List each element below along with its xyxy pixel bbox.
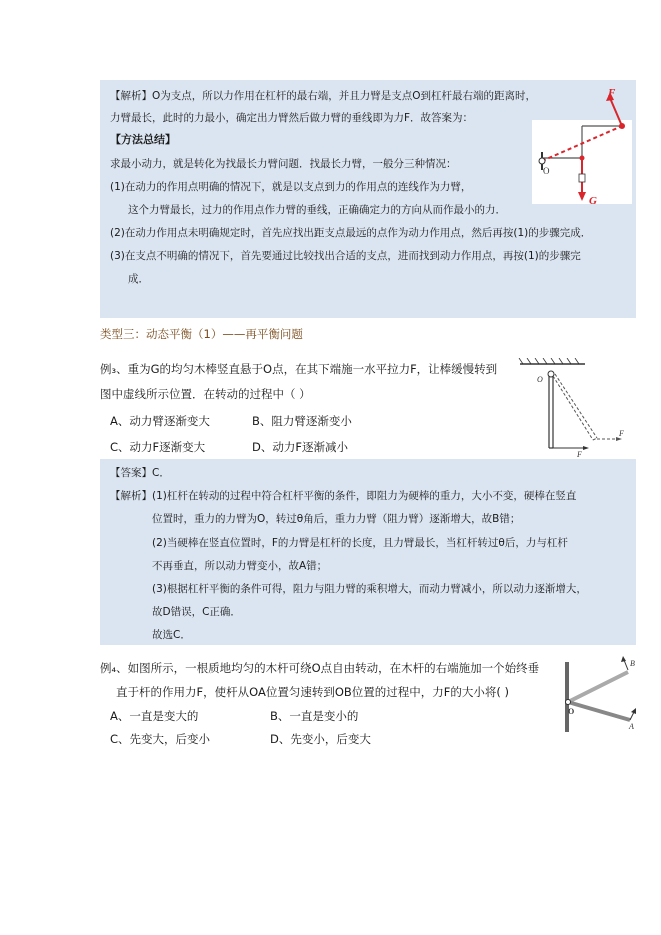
- answer-line: 【答案】C．: [110, 467, 170, 479]
- analysis-line-2: 力臂最长，此时的力最小，确定出力臂然后做力臂的垂线即为力F．故答案为：: [110, 112, 474, 124]
- example4-option-d: D、先变小，后变大: [270, 732, 371, 746]
- panel2-analysis-line-1: 【解析】(1)杠杆在转动的过程中符合杠杆平衡的条件，即阻力为硬棒的重力，大小不变，硬棒在竖直: [110, 490, 577, 502]
- method-line-4: (2)在动力作用点未明确规定时，首先应找出距支点最远的点作为动力作用点，然后再按(1)的步骤完成．: [110, 227, 592, 239]
- example3-option-b: B、阻力臂逐渐变小: [252, 414, 352, 428]
- example4-option-a: A、一直是变大的: [110, 709, 199, 723]
- figure-label-O: O: [543, 166, 550, 176]
- method-line-1: 求最小动力，就是转化为找最长力臂问题．找最长力臂，一般分三种情况：: [110, 158, 457, 170]
- analysis-line-1: 【解析】O为支点，所以力作用在杠杆的最右端，并且力臂是支点O到杠杆最右端的距离时，: [110, 90, 537, 102]
- rod-label-F-2: F: [619, 429, 624, 438]
- pivot-label-B: B: [630, 659, 635, 668]
- example3-option-a: A、动力臂逐渐变大: [110, 414, 210, 428]
- method-line-6: 成．: [128, 273, 149, 285]
- example3-option-c: C、动力F逐渐变大: [110, 440, 206, 454]
- example4-stem-line-2: 直于杆的作用力F，使杆从OA位置匀速转到OB位置的过程中，力F的大小将( ): [116, 685, 510, 699]
- section-heading: 类型三：动态平衡（1）——再平衡问题: [100, 327, 303, 341]
- panel2-analysis-line-4: 不再垂直，所以动力臂变小，故A错；: [152, 560, 328, 572]
- method-line-5: (3)在支点不明确的情况下，首先要通过比较找出合适的支点，进而找到动力作用点，再按(1)的步骤完: [110, 250, 581, 262]
- rod-label-O: O: [537, 375, 543, 384]
- figure-label-G: G: [589, 195, 597, 204]
- example3-option-d: D、动力F逐渐减小: [252, 440, 348, 454]
- rod-rotation-figure: [515, 358, 630, 458]
- pivot-rod-figure: [560, 652, 640, 734]
- pivot-label-A: A: [629, 722, 634, 731]
- figure-label-F: F: [608, 87, 616, 99]
- panel2-analysis-line-5: (3)根据杠杆平衡的条件可得，阻力与阻力臂的乘积增大，而动力臂减小，所以动力逐渐增大，: [152, 583, 587, 595]
- panel2-analysis-line-3: (2)当硬棒在竖直位置时，F的力臂是杠杆的长度，且力臂最长，当杠杆转过θ后，力与杠杆: [152, 537, 568, 549]
- example3-stem-line-1: 例₃、重为G的均匀木棒竖直悬于O点，在其下端施一水平拉力F，让棒缓慢转到: [100, 362, 498, 376]
- panel2-analysis-line-7: 故选C．: [152, 629, 191, 641]
- method-line-2: (1)在动力的作用点明确的情况下，就是以支点到力的作用点的连线作为力臂，: [110, 181, 472, 193]
- example4-stem-line-1: 例₄、如图所示，一根质地均匀的木杆可绕O点自由转动，在木杆的右端施加一个始终垂: [100, 661, 540, 675]
- method-line-3: 这个力臂最长，过力的作用点作力臂的垂线，正确确定力的方向从而作最小的力．: [128, 204, 506, 216]
- example3-stem-line-2: 图中虚线所示位置．在转动的过程中（ ）: [100, 387, 311, 401]
- method-summary-title: 【方法总结】: [110, 133, 176, 146]
- lever-force-figure: [532, 86, 632, 204]
- pivot-label-O: O: [568, 707, 575, 716]
- panel2-analysis-line-6: 故D错误，C正确．: [152, 606, 241, 618]
- panel2-analysis-line-2: 位置时，重力的力臂为O，转过θ角后，重力力臂（阻力臂）逐渐增大，故B错；: [152, 513, 521, 525]
- rod-label-F-1: F: [577, 450, 582, 458]
- example4-option-c: C、先变大，后变小: [110, 732, 211, 746]
- example4-option-b: B、一直是变小的: [270, 709, 359, 723]
